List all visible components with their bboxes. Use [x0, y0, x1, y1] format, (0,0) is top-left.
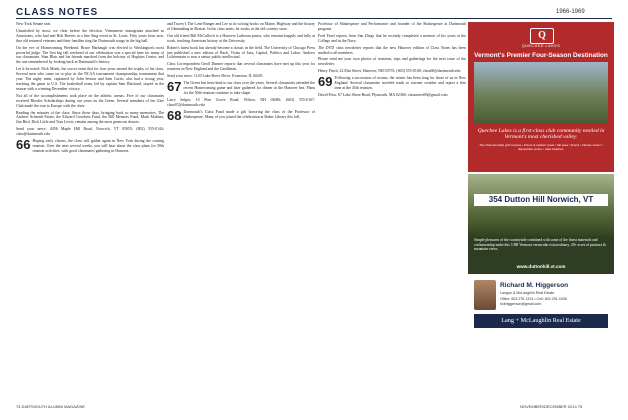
- page-footer-left: 74 DARTMOUTH ALUMNI MAGAZINE: [16, 404, 86, 409]
- paragraph: Robert's latest book has already become a classic in the field. The University of Chicago Press just published a new edition of Bach, Vistas of Jazz, Capitol, Politics and Labor: Andrew Lichtenstein is now a senior public intellectual.: [167, 45, 315, 60]
- realtor-company: Langue & McLaughlin Real Estate: [500, 291, 555, 295]
- dutton-url-link[interactable]: www.duttonhill.vt.com: [516, 264, 566, 269]
- paragraph: Please send me your own photos of reunions, trips and gatherings for the next issue of the newsletter.: [318, 57, 466, 67]
- quechee-landscape-photo: [474, 62, 608, 124]
- paragraph: Unsatisfied by most, we clear before the election, Vietnamese immigrants attached as Americans, who had met Bob Reeves at a fine Sing event in St. Louis. Fifty years from now, fine old returned veterans and their families sing the Dartmouth songs in the big hall.: [16, 28, 164, 43]
- realtor-phone: Office: 603.276.1313 • Cell: 802.291.0436: [500, 297, 567, 301]
- paragraph: and Tracey's The Lone Ranger and Lee at its writing books on Maine, Highway and the history of filmmaking in Boston. In his class notes, he works at the old country store.: [167, 22, 315, 31]
- paragraph: Henry Finch, 22 Elm Street, Hanover, NH 03755; (603) 555-0168; class68@dartmouth.edu: [318, 69, 461, 74]
- paragraph: Larry Selger, 10 Pine Grove Road, Wilton, NH 03086; (603) 555-0167; class67@dartmouth.edu: [167, 97, 315, 107]
- realtor-email-link[interactable]: rickhiggerson@gmail.com: [500, 302, 542, 306]
- quechee-name: QUECHEE LAKES: [521, 44, 561, 48]
- paragraph: New York Senate seat.: [16, 22, 52, 26]
- realtor-brand-bar: Lang + McLaughlin Real Estate: [474, 314, 608, 328]
- paragraph: Send your news: 1120 Lake Shore Drive, Evanston, IL 60201.: [167, 74, 264, 79]
- quechee-lakes-ad[interactable]: [468, 22, 614, 172]
- paragraph: Let it be noted: Nick Monk, the soccer team that for four years earned the trophy of his class. Several men who came on to play in the NCAA tournament championship tournament that year. The rugby team, captained by John Sexton and Sam Curtis, also had a strong year, teaching the game to U.S. The basketball team, led by captain Sam Blackard, stayed in the season with a winning December victory.: [16, 67, 164, 91]
- paragraph: Send your news: 4456 Maple Hill Road, Norwich, VT 05055; (802) 555-0144; class@dartmouth.edu: [16, 127, 164, 137]
- paragraph: 69 Following a succession of storms, the winter has been long for those of us in New England. Several classmates traveled south to warmer weather and report a fine time at the 45th reunion.: [318, 74, 466, 90]
- realtor-name: Richard M. Higgerson: [500, 282, 569, 289]
- paragraph: 68 Dartmouth's Class Fund made a gift honoring the class of the Professor of Shakespeare. Many of you joined the celebration at Baker Library this fall.: [167, 107, 315, 123]
- quechee-tagline: Quechee Lakes is a first-class club community nestled in Vermont's most cherished valley.: [477, 128, 605, 140]
- quechee-amenities: Two championship golf courses • Indoor & outdoor pools • Ski area • Tennis • Fitness center • Equestrian center • Lake beaches: [479, 143, 603, 151]
- paragraph: On the eve of Homecoming Weekend, Bruce Harbaugh was elected to Washington's most powerful judge. The first big fall weekend of our celebration was a special time for many of our classmates. Stan Blair and his friends marched from the balcony of Hopkins Center, and the one remembered by looking back at Dartmouth's history.: [16, 45, 164, 65]
- paragraph: David Prior, 67 Lake Shore Road, Plymouth, MA 02360; classnotes69@gmail.com: [318, 92, 448, 97]
- class-year-number: 69: [318, 74, 333, 90]
- quechee-headline: Vermont's Premier Four-Season Destination: [474, 52, 608, 59]
- section-title: CLASS NOTES: [16, 7, 99, 18]
- dutton-description: Simple pleasures of the countryside combined with some of the finest materials and craftsmanship make this 5 BR Vermont vernacular extraordinary. 20+ acres of pastures & mountain views.: [474, 238, 606, 252]
- page-header: [0, 0, 628, 16]
- paragraph: Reading the minutes of the class: Since those days, bringing back so many memories. The Andrew Schmidt Estate, the Edward Goodwin Fund, the Bill Menzies Fund, Mark Makhay, Jim Bird, Dick Little and Tom Lewis, remain among the most generous donors.: [16, 110, 164, 125]
- class-year-number: 66: [16, 137, 31, 153]
- ad-column: [468, 22, 614, 394]
- dutton-headline: 354 Dutton Hill Norwich, VT: [474, 194, 608, 206]
- paragraph: 67 The Green has been kind to our class over the years. Several classmates attended the recent Homecoming game and later gathered for dinner at the Hanover Inn. Plans for the 50th reunion continue to take shape.: [167, 79, 315, 95]
- dutton-hill-ad[interactable]: [468, 174, 614, 274]
- class-year-number: 67: [167, 79, 182, 95]
- realtor-portrait: [474, 280, 496, 310]
- class-years: 1966-1969: [556, 9, 585, 15]
- paragraph: Class Correspondent Geoff Dunner reports that several classmates have met up this year for reunions in New England and the Caribbean.: [167, 62, 315, 72]
- paragraph: Professor of Shakespeare and Performance and founder of the Shakespeare at Dartmouth program.: [318, 22, 466, 31]
- header-rule: [16, 18, 612, 19]
- paragraph: Fred Fasel reports from San Diego that he recently completed a memoir of his years at the College and in the Navy.: [318, 33, 466, 43]
- text-column-2: [167, 22, 315, 394]
- page-footer-right: NOVEMBER/DECEMBER 2014 75: [520, 404, 583, 409]
- paragraph: Our old friend Bill McCulloch is a Hanover Lutheran pastor, who remains happily and fully at work, teaching American history at the University.: [167, 33, 315, 43]
- text-column-1: [16, 22, 164, 394]
- paragraph: 66 Hoping early classes, the class will gather again in New York during the coming reunion. Over the next several weeks, you will hear about the class plans for 50th reunion activities, with good classmates gathering in Hanover.: [16, 137, 164, 153]
- paragraph: The DVD class newsletter reports that the new Hanover edition of Class Notes has been mailed to all members.: [318, 45, 466, 55]
- realtor-ad[interactable]: [468, 276, 614, 356]
- class-year-number: 68: [167, 107, 182, 123]
- quechee-logo: Q: [530, 28, 554, 44]
- text-column-3: [318, 22, 466, 394]
- paragraph: Not all of the accomplishments took place on the athletic arenas. Five of our classmates received Rhodes Scholarships during our years on the Green. Several members of the Glee Club made the tour to Europe with the choir.: [16, 93, 164, 108]
